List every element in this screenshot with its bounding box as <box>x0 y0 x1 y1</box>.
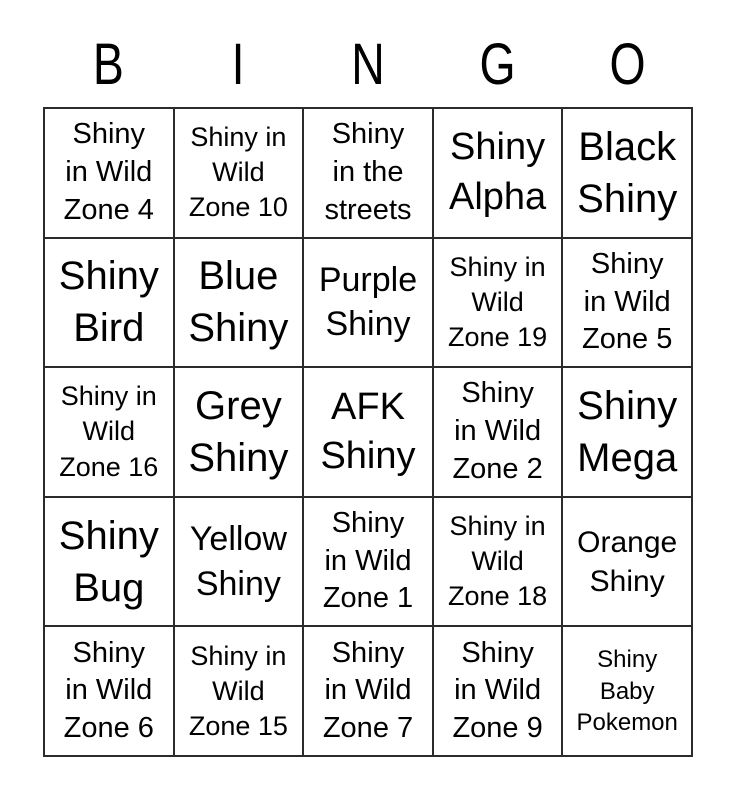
bingo-cell[interactable] <box>304 239 432 367</box>
cell-text: Black Shiny <box>577 124 678 221</box>
title-letter-box <box>173 30 303 100</box>
title-letter-box <box>563 30 693 100</box>
cell-text: Shiny Bug <box>58 513 159 610</box>
bingo-cell[interactable] <box>45 109 173 237</box>
bingo-cell[interactable] <box>45 368 173 496</box>
cell-text: Shiny Alpha <box>448 126 547 218</box>
bingo-cell[interactable] <box>175 109 303 237</box>
cell-text: Shiny in Wild Zone 9 <box>452 636 543 745</box>
title-letter-i: I <box>231 32 245 97</box>
cell-text: Grey Shiny <box>188 383 289 480</box>
bingo-cell[interactable] <box>45 498 173 626</box>
bingo-cell[interactable] <box>563 627 691 755</box>
cell-text: Yellow Shiny <box>189 520 287 603</box>
bingo-grid <box>43 107 693 757</box>
cell-text: Shiny in Wild Zone 15 <box>188 640 288 741</box>
bingo-cell[interactable] <box>434 368 562 496</box>
cell-text: Shiny Bird <box>58 254 159 351</box>
bingo-cell[interactable] <box>304 498 432 626</box>
title-letter-o: O <box>609 32 647 97</box>
cell-text: AFK Shiny <box>320 385 416 477</box>
bingo-cell[interactable] <box>175 627 303 755</box>
cell-text: Shiny in Wild Zone 10 <box>188 122 288 223</box>
cell-text: Blue Shiny <box>188 254 289 351</box>
cell-text: Shiny in Wild Zone 6 <box>63 636 154 745</box>
cell-text: Shiny Baby Pokemon <box>576 646 678 736</box>
cell-text: Shiny in Wild Zone 4 <box>63 118 154 226</box>
bingo-cell[interactable] <box>563 109 691 237</box>
bingo-cell[interactable] <box>563 239 691 367</box>
bingo-cell[interactable] <box>175 239 303 367</box>
title-letter-box <box>433 30 563 100</box>
cell-text: Shiny in the streets <box>324 118 412 226</box>
title-letter-b: B <box>92 32 124 97</box>
cell-text: Shiny in Wild Zone 19 <box>448 251 548 352</box>
cell-text: Shiny in Wild Zone 16 <box>59 381 159 482</box>
bingo-cell[interactable] <box>304 109 432 237</box>
bingo-cell[interactable] <box>434 239 562 367</box>
title-letter-box <box>43 30 173 100</box>
bingo-cell[interactable] <box>434 109 562 237</box>
cell-text: Shiny in Wild Zone 1 <box>322 507 414 615</box>
bingo-cell[interactable] <box>563 368 691 496</box>
bingo-cell[interactable] <box>563 498 691 626</box>
bingo-cell[interactable] <box>45 627 173 755</box>
cell-text: Purple Shiny <box>318 261 418 344</box>
bingo-cell[interactable] <box>45 239 173 367</box>
cell-text: Orange Shiny <box>577 525 678 598</box>
title-letter-n: N <box>351 32 385 97</box>
bingo-cell[interactable] <box>434 627 562 755</box>
bingo-cell[interactable] <box>434 498 562 626</box>
cell-text: Shiny in Wild Zone 18 <box>448 510 548 612</box>
cell-text: Shiny in Wild Zone 7 <box>322 636 414 745</box>
cell-text: Shiny in Wild Zone 2 <box>452 377 543 485</box>
title-letter-g: G <box>479 32 517 97</box>
bingo-cell[interactable] <box>304 627 432 755</box>
bingo-title <box>43 30 693 100</box>
cell-text: Shiny in Wild Zone 5 <box>582 247 673 356</box>
bingo-cell[interactable] <box>175 498 303 626</box>
title-letter-box <box>303 30 433 100</box>
cell-text: Shiny Mega <box>577 383 678 480</box>
bingo-cell[interactable] <box>175 368 303 496</box>
bingo-cell[interactable] <box>304 368 432 496</box>
